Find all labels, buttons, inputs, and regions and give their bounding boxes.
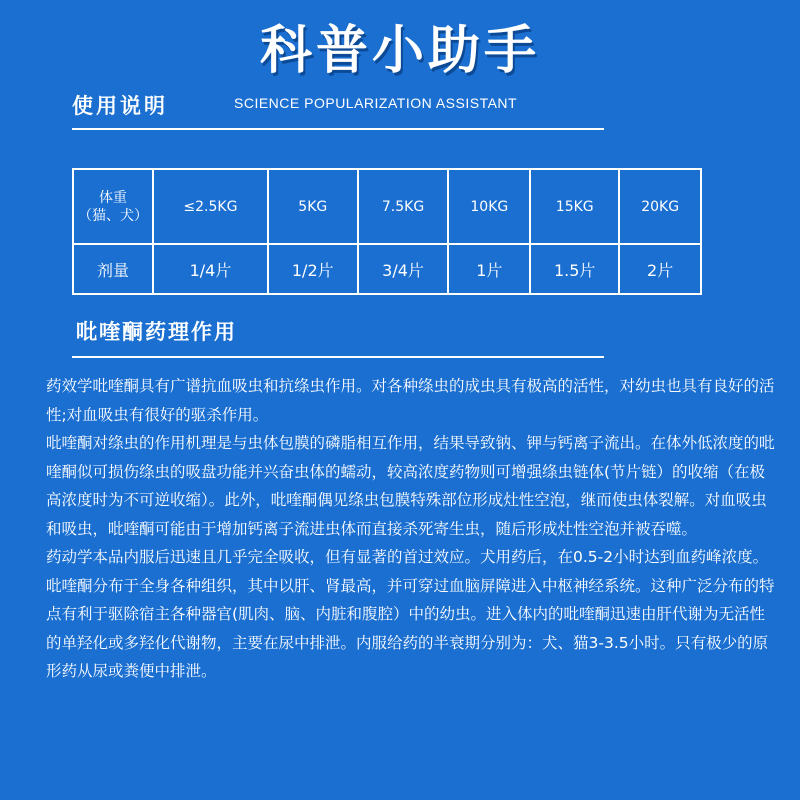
weight-label-species: （猫、犬） xyxy=(78,207,148,224)
dose-cell: 2片 xyxy=(619,244,701,294)
dose-header-cell: 剂量 xyxy=(73,244,153,294)
weight-cell: 10KG xyxy=(448,169,530,244)
dose-cell: 1/2片 xyxy=(268,244,358,294)
weight-cell: ≤2.5KG xyxy=(153,169,268,244)
subtitle-english: SCIENCE POPULARIZATION ASSISTANT xyxy=(234,95,518,111)
weight-cell: 15KG xyxy=(530,169,619,244)
dose-row xyxy=(73,244,701,294)
weight-row xyxy=(73,169,701,244)
dosage-table xyxy=(72,168,702,295)
dose-cell: 3/4片 xyxy=(358,244,449,294)
subtitle-row xyxy=(72,90,612,124)
dose-cell: 1.5片 xyxy=(530,244,619,294)
page-title: 科普小助手 xyxy=(259,21,540,81)
section-divider xyxy=(72,356,604,358)
paragraph-pharmacokinetics: 药动学本品内服后迅速且几乎完全吸收，但有显著的首过效应。犬用药后，在0.5-2小时达到血药峰浓度。吡喹酮分布于全身各种组织，其中以肝、肾最高，并可穿过血脑屏障进入中枢神经系统。这种广泛分布的特点有利于驱除宿主各种器官(肌肉、脑、内脏和腹腔）中的幼虫。进入体内的吡喹酮迅速由肝代谢为无活性的单羟化或多羟化代谢物，主要在尿中排泄。内服给药的半衰期分别为：犬、猫3-3.5小时。只有极少的原形药从尿或粪便中排泄。 xyxy=(46,548,775,680)
section-heading: 吡喹酮药理作用 xyxy=(76,320,237,344)
subtitle-chinese: 使用说明 xyxy=(72,94,168,118)
dose-cell: 1片 xyxy=(448,244,530,294)
weight-cell: 5KG xyxy=(268,169,358,244)
weight-header-cell xyxy=(73,169,153,244)
dose-cell: 1/4片 xyxy=(153,244,268,294)
weight-cell: 20KG xyxy=(619,169,701,244)
weight-label: 体重 xyxy=(99,189,127,206)
paragraph-pharmacodynamics: 药效学吡喹酮具有广谱抗血吸虫和抗绦虫作用。对各种绦虫的成虫具有极高的活性，对幼虫也具有良好的活性;对血吸虫有很好的驱杀作用。 xyxy=(46,377,775,424)
pharmacology-text xyxy=(46,372,776,686)
weight-cell: 7.5KG xyxy=(358,169,449,244)
paragraph-mechanism: 吡喹酮对绦虫的作用机理是与虫体包膜的磷脂相互作用，结果导致钠、钾与钙离子流出。在体外低浓度的吡喹酮似可损伤绦虫的吸盘功能并兴奋虫体的蠕动，较高浓度药物则可增强绦虫链体(节片链）的收缩（在极高浓度时为不可逆收缩）。此外，吡喹酮偶见绦虫包膜特殊部位形成灶性空泡，继而使虫体裂解。对血吸虫和吸虫，吡喹酮可能由于增加钙离子流进虫体而直接杀死寄生虫，随后形成灶性空泡并被吞噬。 xyxy=(46,434,775,538)
header-divider xyxy=(72,128,604,130)
